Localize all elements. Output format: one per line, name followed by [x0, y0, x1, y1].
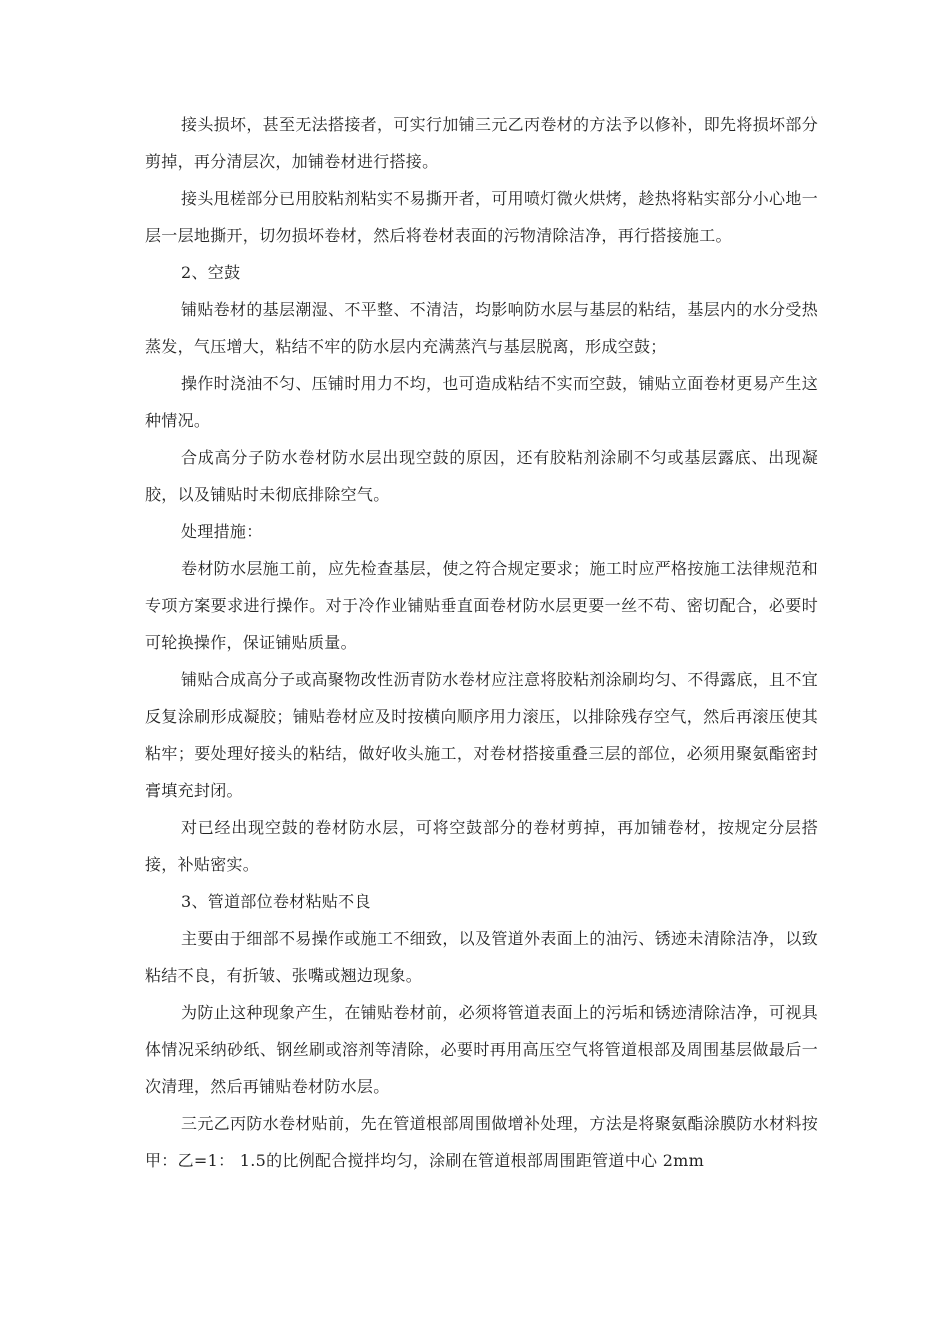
paragraph: 为防止这种现象产生，在铺贴卷材前，必须将管道表面上的污垢和锈迹清除洁净，可视具体情况采纳砂纸、钢丝刷或溶剂等清除，必要时再用高压空气将管道根部及周围基层做最后一次清理，然后再铺贴卷材防水层。 — [145, 1003, 818, 1096]
section-heading: 2、空鼓 — [181, 263, 241, 282]
paragraph: 接头损坏，甚至无法搭接者，可实行加铺三元乙丙卷材的方法予以修补，即先将损坏部分剪掉，再分清层次，加铺卷材进行搭接。 — [145, 115, 818, 171]
section-heading: 处理措施： — [181, 522, 263, 541]
paragraph: 主要由于细部不易操作或施工不细致，以及管道外表面上的油污、锈迹未清除洁净，以致粘结不良，有折皱、张嘴或翘边现象。 — [145, 929, 818, 985]
paragraph: 铺贴卷材的基层潮湿、不平整、不清洁，均影响防水层与基层的粘结，基层内的水分受热蒸发，气压增大，粘结不牢的防水层内充满蒸汽与基层脱离，形成空鼓； — [145, 300, 818, 356]
document-body — [145, 106, 818, 1179]
paragraph: 三元乙丙防水卷材贴前，先在管道根部周围做增补处理，方法是将聚氨酯涂膜防水材料按甲：乙=1： 1.5的比例配合搅拌均匀，涂刷在管道根部周围距管道中心 2mm — [145, 1114, 818, 1170]
paragraph: 铺贴合成高分子或高聚物改性沥青防水卷材应注意将胶粘剂涂刷均匀、不得露底，且不宜反复涂刷形成凝胶；铺贴卷材应及时按横向顺序用力滚压，以排除残存空气，然后再滚压使其粘牢；要处理好接头的粘结，做好收头施工，对卷材搭接重叠三层的部位，必须用聚氨酯密封膏填充封闭。 — [145, 670, 818, 800]
paragraph: 合成高分子防水卷材防水层出现空鼓的原因，还有胶粘剂涂刷不匀或基层露底、出现凝胶，以及铺贴时未彻底排除空气。 — [145, 448, 818, 504]
section-heading: 3、管道部位卷材粘贴不良 — [181, 892, 371, 911]
paragraph: 接头甩槎部分已用胶粘剂粘实不易撕开者，可用喷灯微火烘烤，趁热将粘实部分小心地一层一层地撕开，切勿损坏卷材，然后将卷材表面的污物清除洁净，再行搭接施工。 — [145, 189, 818, 245]
paragraph: 操作时浇油不匀、压铺时用力不均，也可造成粘结不实而空鼓，铺贴立面卷材更易产生这种情况。 — [145, 374, 818, 430]
paragraph: 卷材防水层施工前，应先检查基层，使之符合规定要求；施工时应严格按施工法律规范和专项方案要求进行操作。对于冷作业铺贴垂直面卷材防水层更要一丝不苟、密切配合，必要时可轮换操作，保证铺贴质量。 — [145, 559, 818, 652]
paragraph: 对已经出现空鼓的卷材防水层，可将空鼓部分的卷材剪掉，再加铺卷材，按规定分层搭接，补贴密实。 — [145, 818, 818, 874]
